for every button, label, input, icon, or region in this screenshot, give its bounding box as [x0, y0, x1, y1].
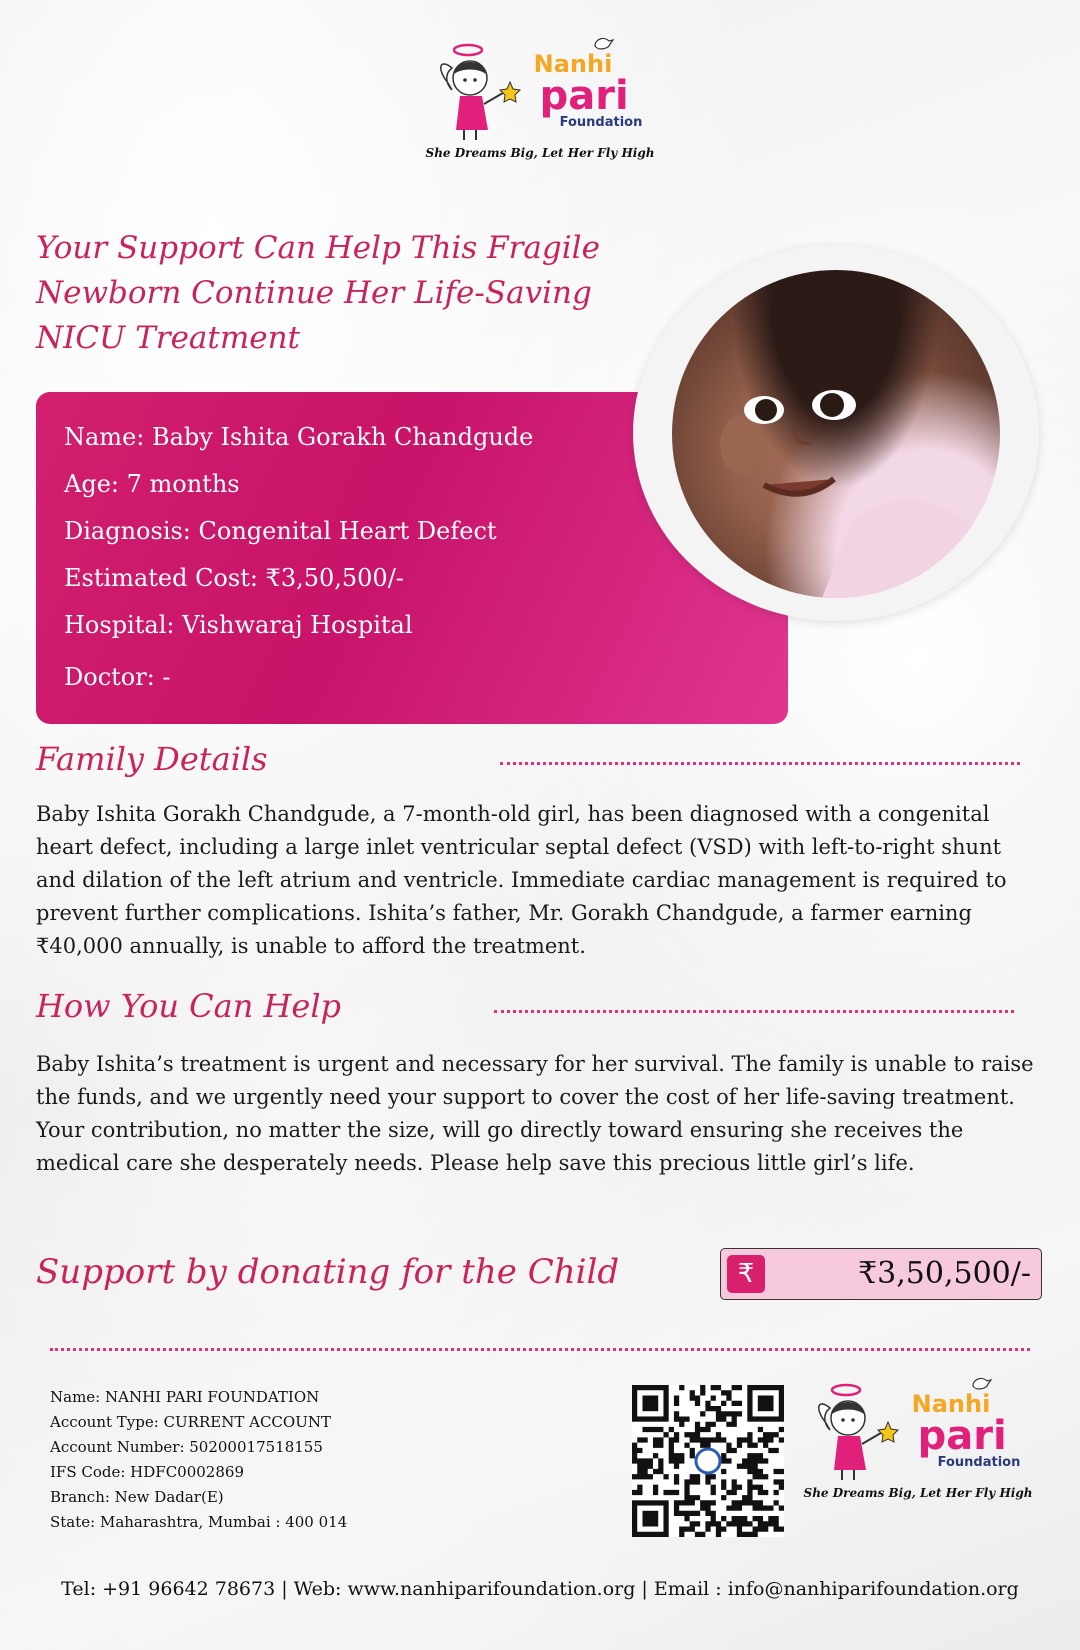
angel-icon [438, 38, 530, 148]
qr-code-graphic [632, 1385, 784, 1537]
logo-nanhi-text: Nanhi [533, 50, 613, 78]
how-you-can-help-heading: How You Can Help [36, 987, 342, 1025]
donation-amount-box[interactable] [720, 1248, 1042, 1300]
bank-details [50, 1385, 347, 1535]
doctor-name: Doctor: - [64, 663, 171, 691]
logo-pari-text: pari [917, 1413, 1007, 1459]
logo-tagline: She Dreams Big, Let Her Fly High [425, 146, 655, 160]
patient-name: Name: Baby Ishita Gorakh Chandgude [64, 423, 534, 451]
child-face-illustration [672, 270, 1000, 598]
logo-foundation-text: Foundation [937, 1455, 1021, 1470]
title-line-1: Your Support Can Help This Fragile [36, 230, 600, 266]
bank-account-name: Name: NANHI PARI FOUNDATION [50, 1388, 320, 1406]
child-photo [672, 270, 1000, 598]
title-line-3: NICU Treatment [36, 320, 301, 356]
angel-icon [816, 1378, 908, 1488]
logo-pari-text: pari [539, 73, 629, 119]
logo-nanhi-text: Nanhi [911, 1390, 991, 1418]
footer-divider [50, 1348, 1030, 1351]
donation-amount: ₹3,50,500/- [858, 1256, 1031, 1291]
how-you-can-help-text: Baby Ishita’s treatment is urgent and necessary for her survival. The family is unable to raise the funds, and we urgently need your support to cover the cost of her life-saving treatment. Your contribution, no matter the size, will go directly toward ensuring she receives the medical care she desperately needs. Please help save this precious little girl’s life. [36, 1052, 1034, 1175]
page-title [36, 226, 616, 361]
title-line-2: Newborn Continue Her Life-Saving [36, 275, 592, 311]
bank-state: State: Maharashtra, Mumbai : 400 014 [50, 1513, 348, 1531]
header-logo [420, 38, 660, 160]
qr-code[interactable] [632, 1385, 784, 1537]
estimated-cost: Estimated Cost: ₹3,50,500/- [64, 564, 404, 592]
bank-ifsc-code: IFS Code: HDFC0002869 [50, 1463, 244, 1481]
footer-contact: Tel: +91 96642 78673 | Web: www.nanhiparifoundation.org | Email : info@nanhiparifoundation.org [61, 1578, 1019, 1600]
bank-account-type: Account Type: CURRENT ACCOUNT [50, 1413, 331, 1431]
bank-branch: Branch: New Dadar(E) [50, 1488, 224, 1506]
family-heading-divider [500, 762, 1020, 765]
family-details-heading: Family Details [36, 740, 268, 778]
footer-logo [798, 1378, 1038, 1500]
family-details-text: Baby Ishita Gorakh Chandgude, a 7-month-old girl, has been diagnosed with a congenital heart defect, including a large inlet ventricular septal defect (VSD) with left-to-right shunt and dilation of the left atrium and ventricle. Immediate cardiac management is required to prevent further complications. Ishita’s father, Mr. Gorakh Chandgude, a farmer earning ₹40,000 annually, is unable to afford the treatment. [36, 802, 1007, 958]
rupee-icon: ₹ [727, 1255, 765, 1293]
logo-foundation-text: Foundation [559, 115, 643, 130]
donate-label: Support by donating for the Child [36, 1252, 620, 1292]
patient-age: Age: 7 months [64, 470, 240, 498]
logo-tagline: She Dreams Big, Let Her Fly High [803, 1486, 1033, 1500]
patient-diagnosis: Diagnosis: Congenital Heart Defect [64, 517, 497, 545]
bank-account-number: Account Number: 50200017518155 [50, 1438, 323, 1456]
help-heading-divider [494, 1010, 1014, 1013]
hospital-name: Hospital: Vishwaraj Hospital [64, 611, 413, 639]
